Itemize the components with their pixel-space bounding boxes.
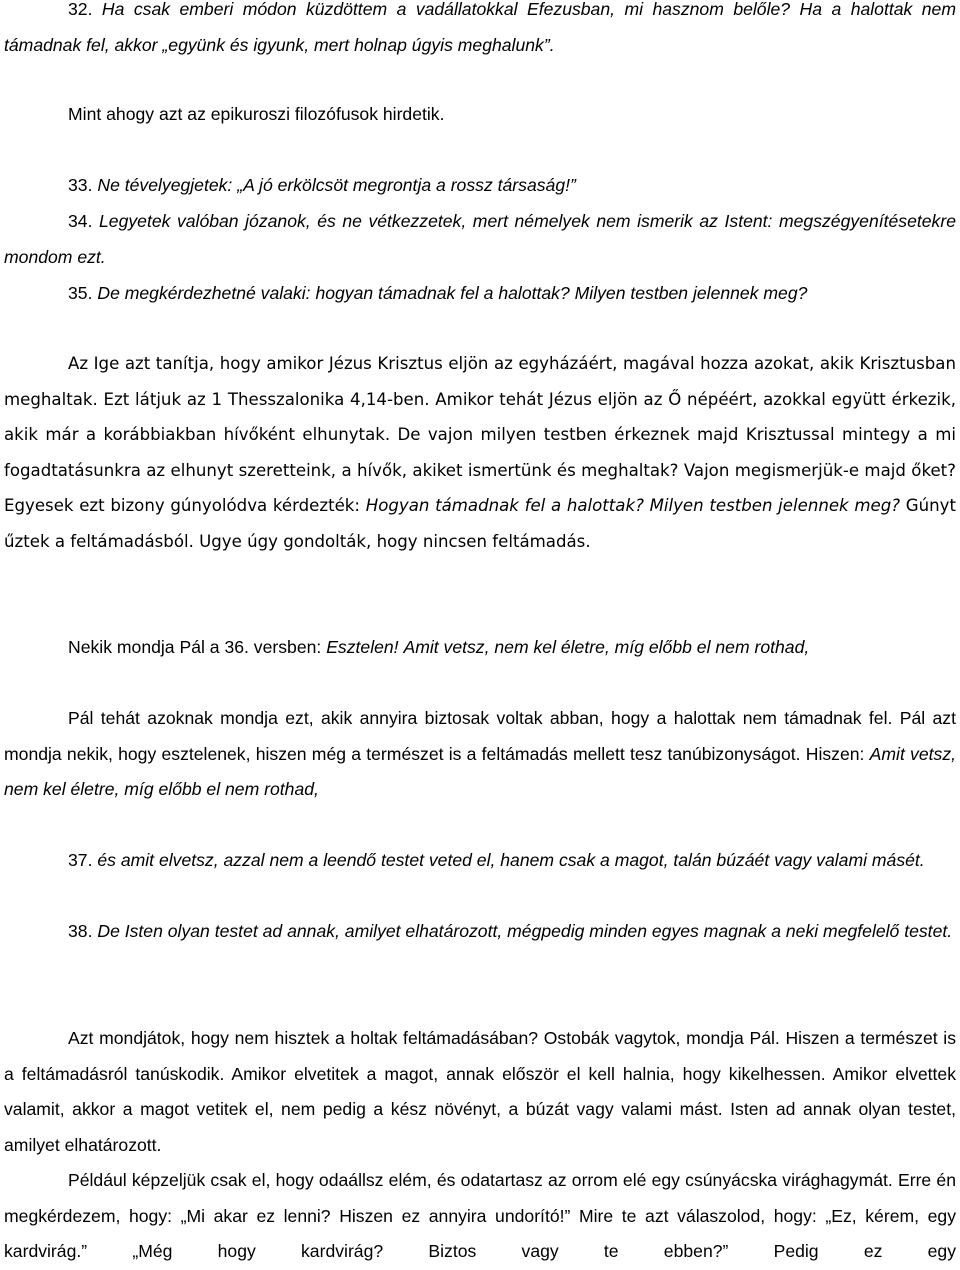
paragraph-verse-34	[4, 204, 956, 275]
paragraph-verse-32	[4, 0, 956, 63]
paragraph-peldaul	[4, 1163, 956, 1270]
text-run: 33.	[68, 175, 98, 195]
text-run: 34.	[68, 211, 100, 231]
italic-text-run: és amit elvetsz, azzal nem a leendő testet veted el, hanem csak a magot, talán búzáét vagy valami másét.	[97, 850, 925, 870]
italic-text-run: Ne tévelyegjetek: „A jó erkölcsöt megrontja a rossz társaság!”	[97, 175, 576, 195]
paragraph-verse-33	[4, 168, 956, 204]
paragraph-azt-mondjatok	[4, 1021, 956, 1163]
text-run: 32.	[68, 0, 102, 19]
text-run: Mint ahogy azt az epikuroszi filozófusok hirdetik.	[68, 104, 445, 124]
text-run: Azt mondjátok, hogy nem hisztek a holtak feltámadásában? Ostobák vagytok, mondja Pál. Hiszen a természet is a feltámadásról tanúskodik. Amikor elvetitek a magot, annak először el kell halnia, hogy kikelhessen. Amikor elvettek valamit, akkor a magot vetitek el, nem pedig a kész növényt, a búzát vagy valami mást. Isten ad annak olyan testet, amilyet elhatározott.	[4, 1028, 956, 1155]
text-run: 38.	[68, 921, 98, 941]
italic-text-run: De megkérdezhetné valaki: hogyan támadnak fel a halottak? Milyen testben jelennek meg?	[97, 283, 808, 303]
paragraph-nekik-mondja	[4, 630, 956, 666]
text-run: Gúnyt űztek a feltámadásból. Ugye úgy gondolták, hogy nincsen feltámadás.	[4, 496, 956, 551]
italic-text-run: Ha csak emberi módon küzdöttem a vadállatokkal Efezusban, mi hasznom belőle? Ha a halottak nem támadnak fel, akkor „együnk és igyunk, mert holnap úgyis meghalunk”.	[4, 0, 956, 55]
paragraph-verse-35	[4, 276, 956, 312]
italic-text-run: Legyetek valóban józanok, és ne vétkezzetek, mert némelyek nem ismerik az Istent: megszégyenítésetekre mondom ezt.	[4, 211, 956, 267]
italic-text-run: De Isten olyan testet ad annak, amilyet elhatározott, mégpedig minden egyes magnak a neki megfelelő testet.	[97, 921, 953, 941]
italic-text-run: Amit vetsz, nem kel életre, míg előbb el nem rothad,	[4, 743, 957, 799]
text-run: 37.	[68, 850, 98, 870]
italic-text-run: Esztelen!	[326, 637, 399, 657]
text-run: Például képzeljük csak el, hogy odaállsz elém, és odatartasz az orrom elé egy csúnyácska virághagymát. Erre én megkérdezem, hogy: „Mi akar ez lenni? Hiszen ez annyira undorító!” Mire te azt válaszolod, hogy: „Ez, kérem, egy kardvirág.” „Még hogy kardvirág? Biztos vagy te ebben?” Pedig ez egy	[4, 1170, 956, 1261]
paragraph-verse-38	[4, 914, 956, 950]
paragraph-verse-37	[4, 843, 956, 879]
text-run: Az Ige azt tanítja, hogy amikor Jézus Krisztus eljön az egyházáért, magával hozza azokat, akik Krisztusban meghaltak. Ezt látjuk az 1 Thesszalonika 4,14-ben. Amikor tehát Jézus eljön az Ő népéért, azokkal együtt érkezik, akik már a korábbiakban hívőként elhunytak. De vajon milyen testben érkeznek majd Krisztussal mintegy a mi fogadtatásunkra az elhunyt szeretteink, a hívők, akiket ismertünk és meghaltak? Vajon megismerjük-e majd őket? Egyesek ezt bizony gúnyolódva kérdezték:	[4, 354, 956, 516]
paragraph-ige-explanation	[4, 346, 956, 560]
text-run: 35.	[68, 283, 98, 303]
italic-text-run: Hogyan támadnak fel a halottak? Milyen testben jelennek meg?	[365, 496, 901, 516]
paragraph-pal-tehat	[4, 701, 956, 808]
italic-text-run: Amit vetsz, nem kel életre, míg előbb el nem rothad,	[403, 637, 810, 657]
text-run: Pál tehát azoknak mondja ezt, akik annyira biztosak voltak abban, hogy a halottak nem támadnak fel. Pál azt mondja nekik, hogy esztelenek, hiszen még a természet is a feltámadás mellett tesz tanúbizonyságot. Hiszen:	[4, 708, 956, 764]
text-run: Nekik mondja Pál a 36. versben:	[68, 637, 327, 657]
paragraph-epikuroszi	[4, 97, 956, 133]
